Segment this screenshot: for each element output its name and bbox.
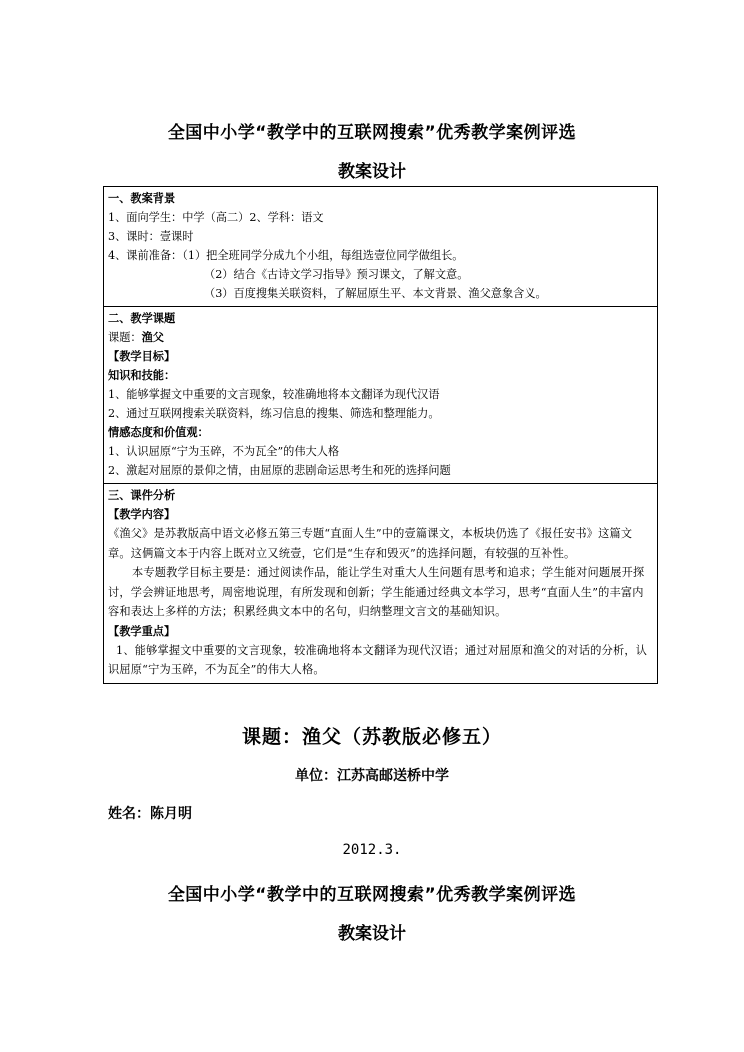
document-title: 全国中小学“教学中的互联网搜索”优秀教学案例评选 [167, 123, 577, 143]
background-line-5: （3）百度搜集关联资料，了解屈原生平、本文背景、渔父意象含义。 [204, 287, 547, 300]
topic-label: 课题： [108, 331, 142, 344]
emotion-heading: 情感态度和价值观： [108, 426, 209, 439]
background-heading: 一、教案背景 [108, 192, 176, 205]
background-line-2: 3、课时：壹课时 [108, 230, 194, 243]
content-paragraph-2: 本专题教学目标主要是：通过阅读作品，能让学生对重大人生问题有思考和追求；学生能对问题展开探讨，学会辨证地思考，周密地说理，有所发现和创新；学生能通过经典文本学习，思考“直面人生”的丰富内容和表达上多样的方法；积累经典文本中的名句，归纳整理文言文的基础知识。 [108, 566, 645, 618]
emotion-item-1: 1、认识屈原“宁为玉碎，不为瓦全”的伟大人格 [108, 445, 340, 458]
knowledge-heading: 知识和技能： [108, 369, 176, 382]
repeat-title: 全国中小学“教学中的互联网搜索”优秀教学案例评选 [167, 885, 577, 905]
document-date: 2012.3. [342, 842, 402, 858]
section-background [104, 187, 657, 307]
content-paragraph-1: 《渔父》是苏教版高中语文必修五第三专题“直面人生”中的壹篇课文，本板块仍选了《报任安书》这篇文章。这俩篇文本于内容上既对立又统壹，它们是“生存和毁灭”的选择问题，有较强的互补性。 [108, 527, 633, 560]
section-topic [104, 307, 657, 484]
background-line-3: 4、课前准备：（1）把全班同学分成九个小组，每组选壹位同学做组长。 [108, 249, 464, 262]
focus-paragraph: 1、能够掌握文中重要的文言现象，较准确地将本文翻译为现代汉语；通过对屈原和渔父的对话的分析，认识屈原“宁为玉碎，不为瓦全”的伟大人格。 [108, 643, 648, 676]
author-name: 姓名：陈月明 [108, 806, 192, 822]
background-line-4: （2）结合《古诗文学习指导》预习课文，了解文意。 [204, 268, 469, 281]
lesson-plan-table [103, 186, 658, 684]
school-unit: 单位：江苏高邮送桥中学 [295, 768, 449, 784]
background-line-1: 1、面向学生：中学（高二）2、学科：语文 [108, 211, 324, 224]
section-analysis [104, 484, 657, 684]
focus-heading: 【教学重点】 [108, 624, 176, 638]
analysis-heading: 三、课件分析 [108, 489, 176, 502]
lesson-title: 课题：渔父（苏教版必修五） [241, 726, 502, 748]
document-subtitle: 教案设计 [338, 162, 406, 182]
content-heading: 【教学内容】 [108, 508, 176, 521]
topic-heading: 二、教学课题 [108, 312, 176, 325]
repeat-subtitle: 教案设计 [338, 924, 406, 944]
goals-heading: 【教学目标】 [108, 350, 176, 363]
topic-line [108, 328, 653, 347]
knowledge-item-1: 1、能够掌握文中重要的文言现象，较准确地将本文翻译为现代汉语 [108, 388, 440, 401]
topic-value: 渔父 [141, 331, 164, 344]
knowledge-item-2: 2、通过互联网搜索关联资料，练习信息的搜集、筛选和整理能力。 [108, 407, 440, 420]
emotion-item-2: 2、激起对屈原的景仰之情，由屈原的悲剧命运思考生和死的选择问题 [108, 464, 451, 477]
